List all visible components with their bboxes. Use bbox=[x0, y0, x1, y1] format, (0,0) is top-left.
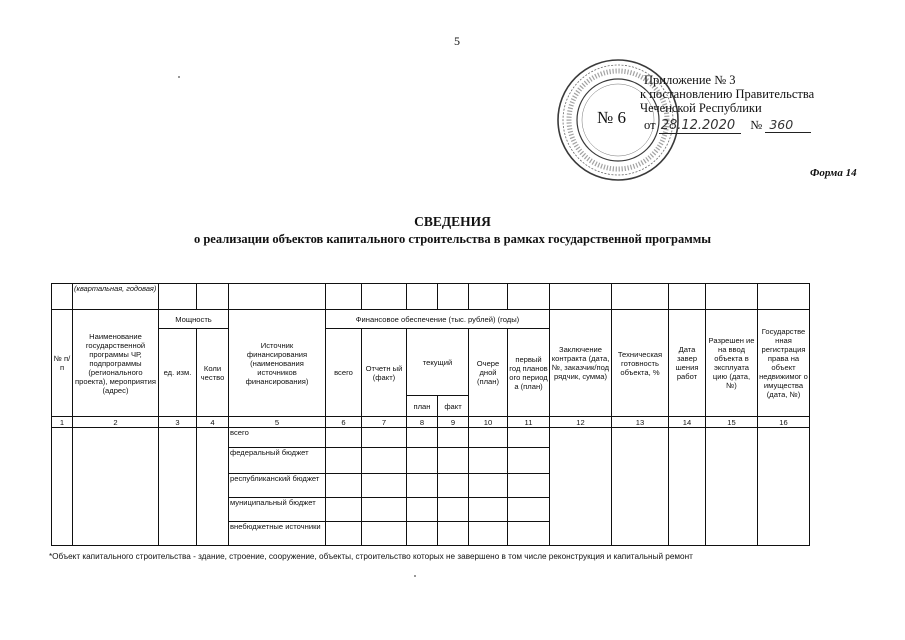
appendix-line-3: Чеченской Республики bbox=[640, 101, 762, 115]
header-first-plan: первый год планов ого период а (план) bbox=[508, 329, 550, 417]
column-number: 1 bbox=[52, 417, 73, 428]
header-unit: ед. изм. bbox=[159, 329, 197, 417]
column-number: 15 bbox=[706, 417, 758, 428]
page-number: 5 bbox=[454, 34, 460, 48]
column-number: 2 bbox=[73, 417, 159, 428]
document-subtitle: о реализации объектов капитального строительства в рамках государственной программы bbox=[193, 232, 712, 246]
column-number: 8 bbox=[407, 417, 438, 428]
form-label: Форма 14 bbox=[810, 167, 857, 179]
source-cell: республиканский бюджет bbox=[229, 474, 326, 498]
column-number: 12 bbox=[550, 417, 612, 428]
column-number: 3 bbox=[159, 417, 197, 428]
column-number: 6 bbox=[326, 417, 362, 428]
date-prefix: от bbox=[644, 118, 656, 132]
column-number: 11 bbox=[508, 417, 550, 428]
header-name: Наименование государственной программы ЧР, подпрограммы (регионального проекта), мероприятия (адрес) bbox=[73, 310, 159, 417]
column-number: 14 bbox=[669, 417, 706, 428]
header-num: № п/п bbox=[52, 310, 73, 417]
header-source: Источник финансирования (наименования источников финансирования) bbox=[229, 310, 326, 417]
document-date: 28.12.2020 bbox=[659, 118, 741, 134]
appendix-line-2: к постановлению Правительства bbox=[640, 87, 815, 101]
column-number: 5 bbox=[229, 417, 326, 428]
header-next: Очере дной (план) bbox=[469, 329, 508, 417]
header-contract: Заключение контракта (дата, №, заказчик/под рядчик, сумма) bbox=[550, 310, 612, 417]
column-number: 9 bbox=[438, 417, 469, 428]
appendix-line-1: Приложение № 3 bbox=[644, 73, 736, 87]
scan-speck bbox=[178, 76, 180, 78]
header-reporting: Отчетн ый (факт) bbox=[362, 329, 407, 417]
source-cell: муниципальный бюджет bbox=[229, 498, 326, 522]
header-permit: Разрешен ие на ввод объекта в эксплуата цию (дата, №) bbox=[706, 310, 758, 417]
period-label: (квартальная, годовая) bbox=[73, 284, 159, 310]
appendix-date-line bbox=[644, 118, 814, 133]
column-number: 4 bbox=[197, 417, 229, 428]
header-plan: план bbox=[407, 396, 438, 417]
column-number: 13 bbox=[612, 417, 669, 428]
column-number-row bbox=[52, 417, 810, 428]
column-number: 7 bbox=[362, 417, 407, 428]
source-cell: внебюджетные источники bbox=[229, 522, 326, 546]
appendix-block bbox=[640, 73, 815, 133]
header-capacity: Мощность bbox=[159, 310, 229, 329]
table-row bbox=[52, 428, 810, 448]
column-number: 16 bbox=[758, 417, 810, 428]
header-current: текущий bbox=[407, 329, 469, 396]
header-readiness: Техническая готовность объекта, % bbox=[612, 310, 669, 417]
document-title: СВЕДЕНИЯ bbox=[414, 214, 491, 229]
scan-speck bbox=[414, 575, 416, 577]
source-cell: всего bbox=[229, 428, 326, 448]
header-registration: Государстве нная регистрация права на объект недвижимог о имущества (дата, №) bbox=[758, 310, 810, 417]
header-financing: Финансовое обеспечение (тыс. рублей) (годы) bbox=[326, 310, 550, 329]
header-fact: факт bbox=[438, 396, 469, 417]
column-number: 10 bbox=[469, 417, 508, 428]
source-cell: федеральный бюджет bbox=[229, 448, 326, 474]
stamp-number: № 6 bbox=[597, 108, 626, 127]
capital-construction-table bbox=[51, 283, 810, 546]
footnote: *Объект капитального строительства - здание, строение, сооружение, объекты, строительство которых не завершено в том числе реконструкция и капитальный ремонт bbox=[49, 552, 693, 561]
number-prefix: № bbox=[750, 118, 763, 132]
header-total: всего bbox=[326, 329, 362, 417]
header-completion: Дата завер шения работ bbox=[669, 310, 706, 417]
document-number: 360 bbox=[765, 117, 811, 133]
header-quantity: Коли чество bbox=[197, 329, 229, 417]
